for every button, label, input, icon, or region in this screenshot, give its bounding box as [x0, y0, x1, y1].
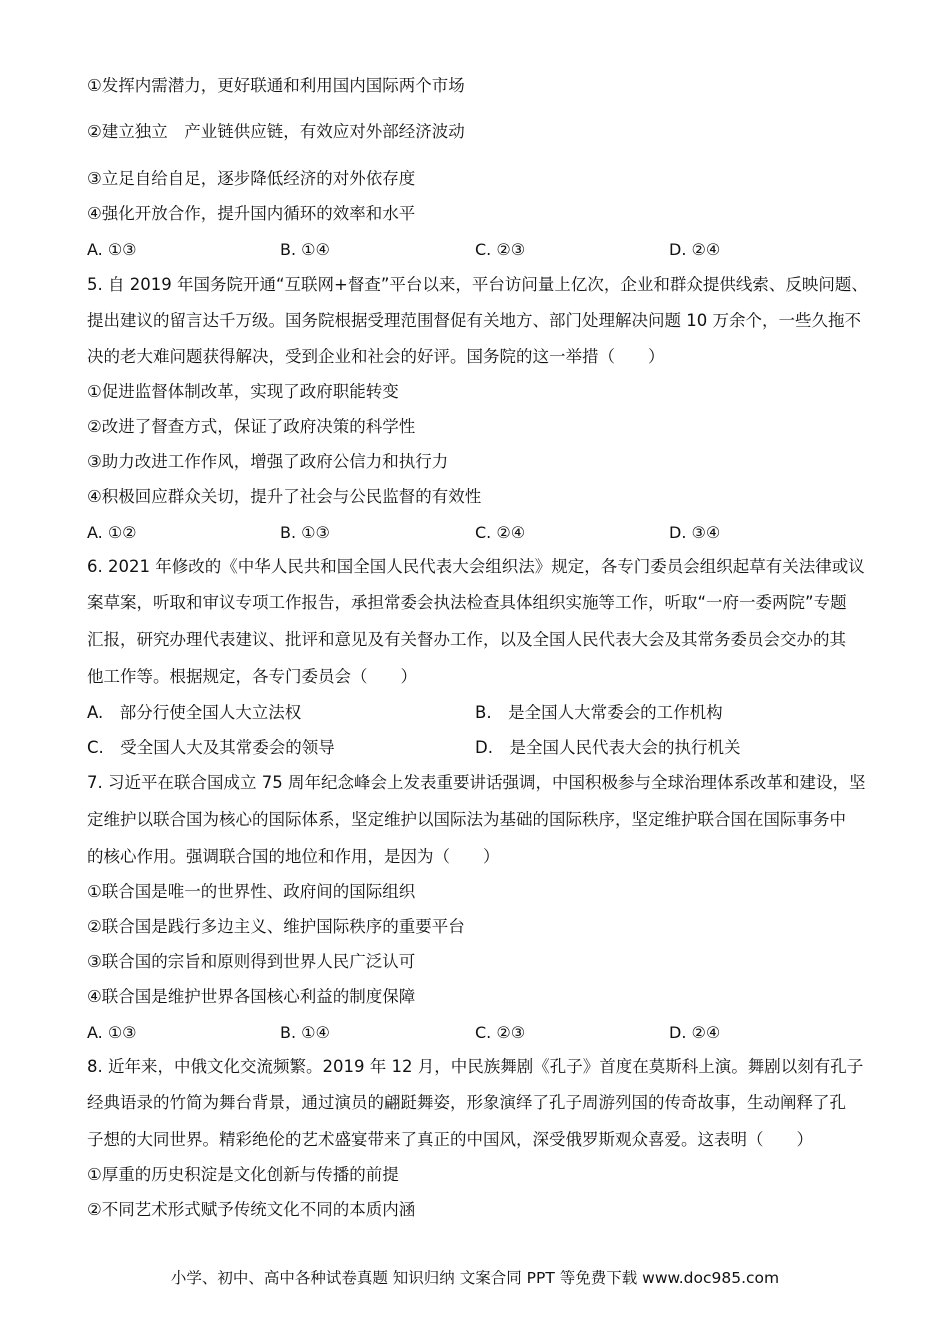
- q7-statement-2: ②联合国是践行多边主义、维护国际秩序的重要平台: [87, 917, 465, 936]
- q8-statement-2: ②不同艺术形式赋予传统文化不同的本质内涵: [87, 1200, 416, 1219]
- q6-stem-line-2: 案草案，听取和审议专项工作报告，承担常委会执法检查具体组织实施等工作，听取“一府一委两院”专题: [87, 593, 847, 612]
- q4-statement-1: ①发挥内需潜力，更好联通和利用国内国际两个市场: [87, 76, 465, 95]
- q7-stem-line-3: 的核心作用。强调联合国的地位和作用，是因为（ ）: [87, 847, 500, 866]
- q7-stem-line-1: 7. 习近平在联合国成立 75 周年纪念峰会上发表重要讲话强调，中国积极参与全球治理体系改革和建设，坚: [87, 773, 866, 792]
- q5-option-c: C. ②④: [475, 523, 526, 542]
- q5-stem-line-2: 提出建议的留言达千万级。国务院根据受理范围督促有关地方、部门处理解决问题 10 万余个，一些久拖不: [87, 311, 861, 330]
- q4-options: [87, 239, 867, 261]
- q4-option-d: D. ②④: [669, 240, 721, 259]
- q6-option-c: C. 受全国人大及其常委会的领导: [87, 738, 335, 757]
- q4-statement-2: ②建立独立 产业链供应链，有效应对外部经济波动: [87, 122, 465, 141]
- q6-option-b: B. 是全国人大常委会的工作机构: [475, 703, 723, 722]
- q7-option-d: D. ②④: [669, 1023, 721, 1042]
- q5-statement-4: ④积极回应群众关切，提升了社会与公民监督的有效性: [87, 487, 482, 506]
- q5-stem-line-3: 决的老大难问题获得解决，受到企业和社会的好评。国务院的这一举措（ ）: [87, 347, 665, 366]
- q7-option-a: A. ①③: [87, 1023, 137, 1042]
- q8-statement-1: ①厚重的历史积淀是文化创新与传播的前提: [87, 1165, 399, 1184]
- q7-statement-1: ①联合国是唯一的世界性、政府间的国际组织: [87, 882, 416, 901]
- q6-option-a: A. 部分行使全国人大立法权: [87, 703, 302, 722]
- q4-option-a: A. ①③: [87, 240, 137, 259]
- q6-option-d: D. 是全国人民代表大会的执行机关: [475, 738, 741, 757]
- q6-stem-line-1: 6. 2021 年修改的《中华人民共和国全国人民代表大会组织法》规定，各专门委员会组织起草有关法律或议: [87, 557, 865, 576]
- q5-statement-1: ①促进监督体制改革，实现了政府职能转变: [87, 382, 399, 401]
- q5-option-d: D. ③④: [669, 523, 721, 542]
- q8-stem-line-2: 经典语录的竹简为舞台背景，通过演员的翩跹舞姿，形象演绎了孔子周游列国的传奇故事，生动阐释了孔: [87, 1093, 846, 1112]
- q4-statement-4: ④强化开放合作，提升国内循环的效率和水平: [87, 204, 416, 223]
- q5-stem-line-1: 5. 自 2019 年国务院开通“互联网+督查”平台以来，平台访问量上亿次，企业和群众提供线索、反映问题、: [87, 275, 868, 294]
- page-footer: 小学、初中、高中各种试卷真题 知识归纳 文案合同 PPT 等免费下载 www.doc985.com: [170, 1269, 780, 1287]
- q7-option-c: C. ②③: [475, 1023, 526, 1042]
- q5-statement-2: ②改进了督查方式，保证了政府决策的科学性: [87, 417, 416, 436]
- q4-option-b: B. ①④: [280, 240, 330, 259]
- q5-option-a: A. ①②: [87, 523, 137, 542]
- q5-options: [87, 522, 867, 544]
- q8-stem-line-1: 8. 近年来，中俄文化交流频繁。2019 年 12 月，中民族舞剧《孔子》首度在莫斯科上演。舞剧以刻有孔子: [87, 1057, 864, 1076]
- q7-options: [87, 1022, 867, 1044]
- q7-statement-4: ④联合国是维护世界各国核心利益的制度保障: [87, 987, 416, 1006]
- q7-stem-line-2: 定维护以联合国为核心的国际体系，坚定维护以国际法为基础的国际秩序，坚定维护联合国在国际事务中: [87, 810, 846, 829]
- q4-statement-3: ③立足自给自足，逐步降低经济的对外依存度: [87, 169, 416, 188]
- q6-stem-line-3: 汇报，研究办理代表建议、批评和意见及有关督办工作，以及全国人民代表大会及其常务委员会交办的其: [87, 630, 846, 649]
- q8-stem-line-3: 子想的大同世界。精彩绝伦的艺术盛宴带来了真正的中国风，深受俄罗斯观众喜爱。这表明（ ）: [87, 1130, 813, 1149]
- q5-statement-3: ③助力改进工作作风，增强了政府公信力和执行力: [87, 452, 449, 471]
- q7-option-b: B. ①④: [280, 1023, 330, 1042]
- q6-stem-line-4: 他工作等。根据规定，各专门委员会（ ）: [87, 667, 417, 686]
- q4-option-c: C. ②③: [475, 240, 526, 259]
- q5-option-b: B. ①③: [280, 523, 330, 542]
- q7-statement-3: ③联合国的宗旨和原则得到世界人民广泛认可: [87, 952, 416, 971]
